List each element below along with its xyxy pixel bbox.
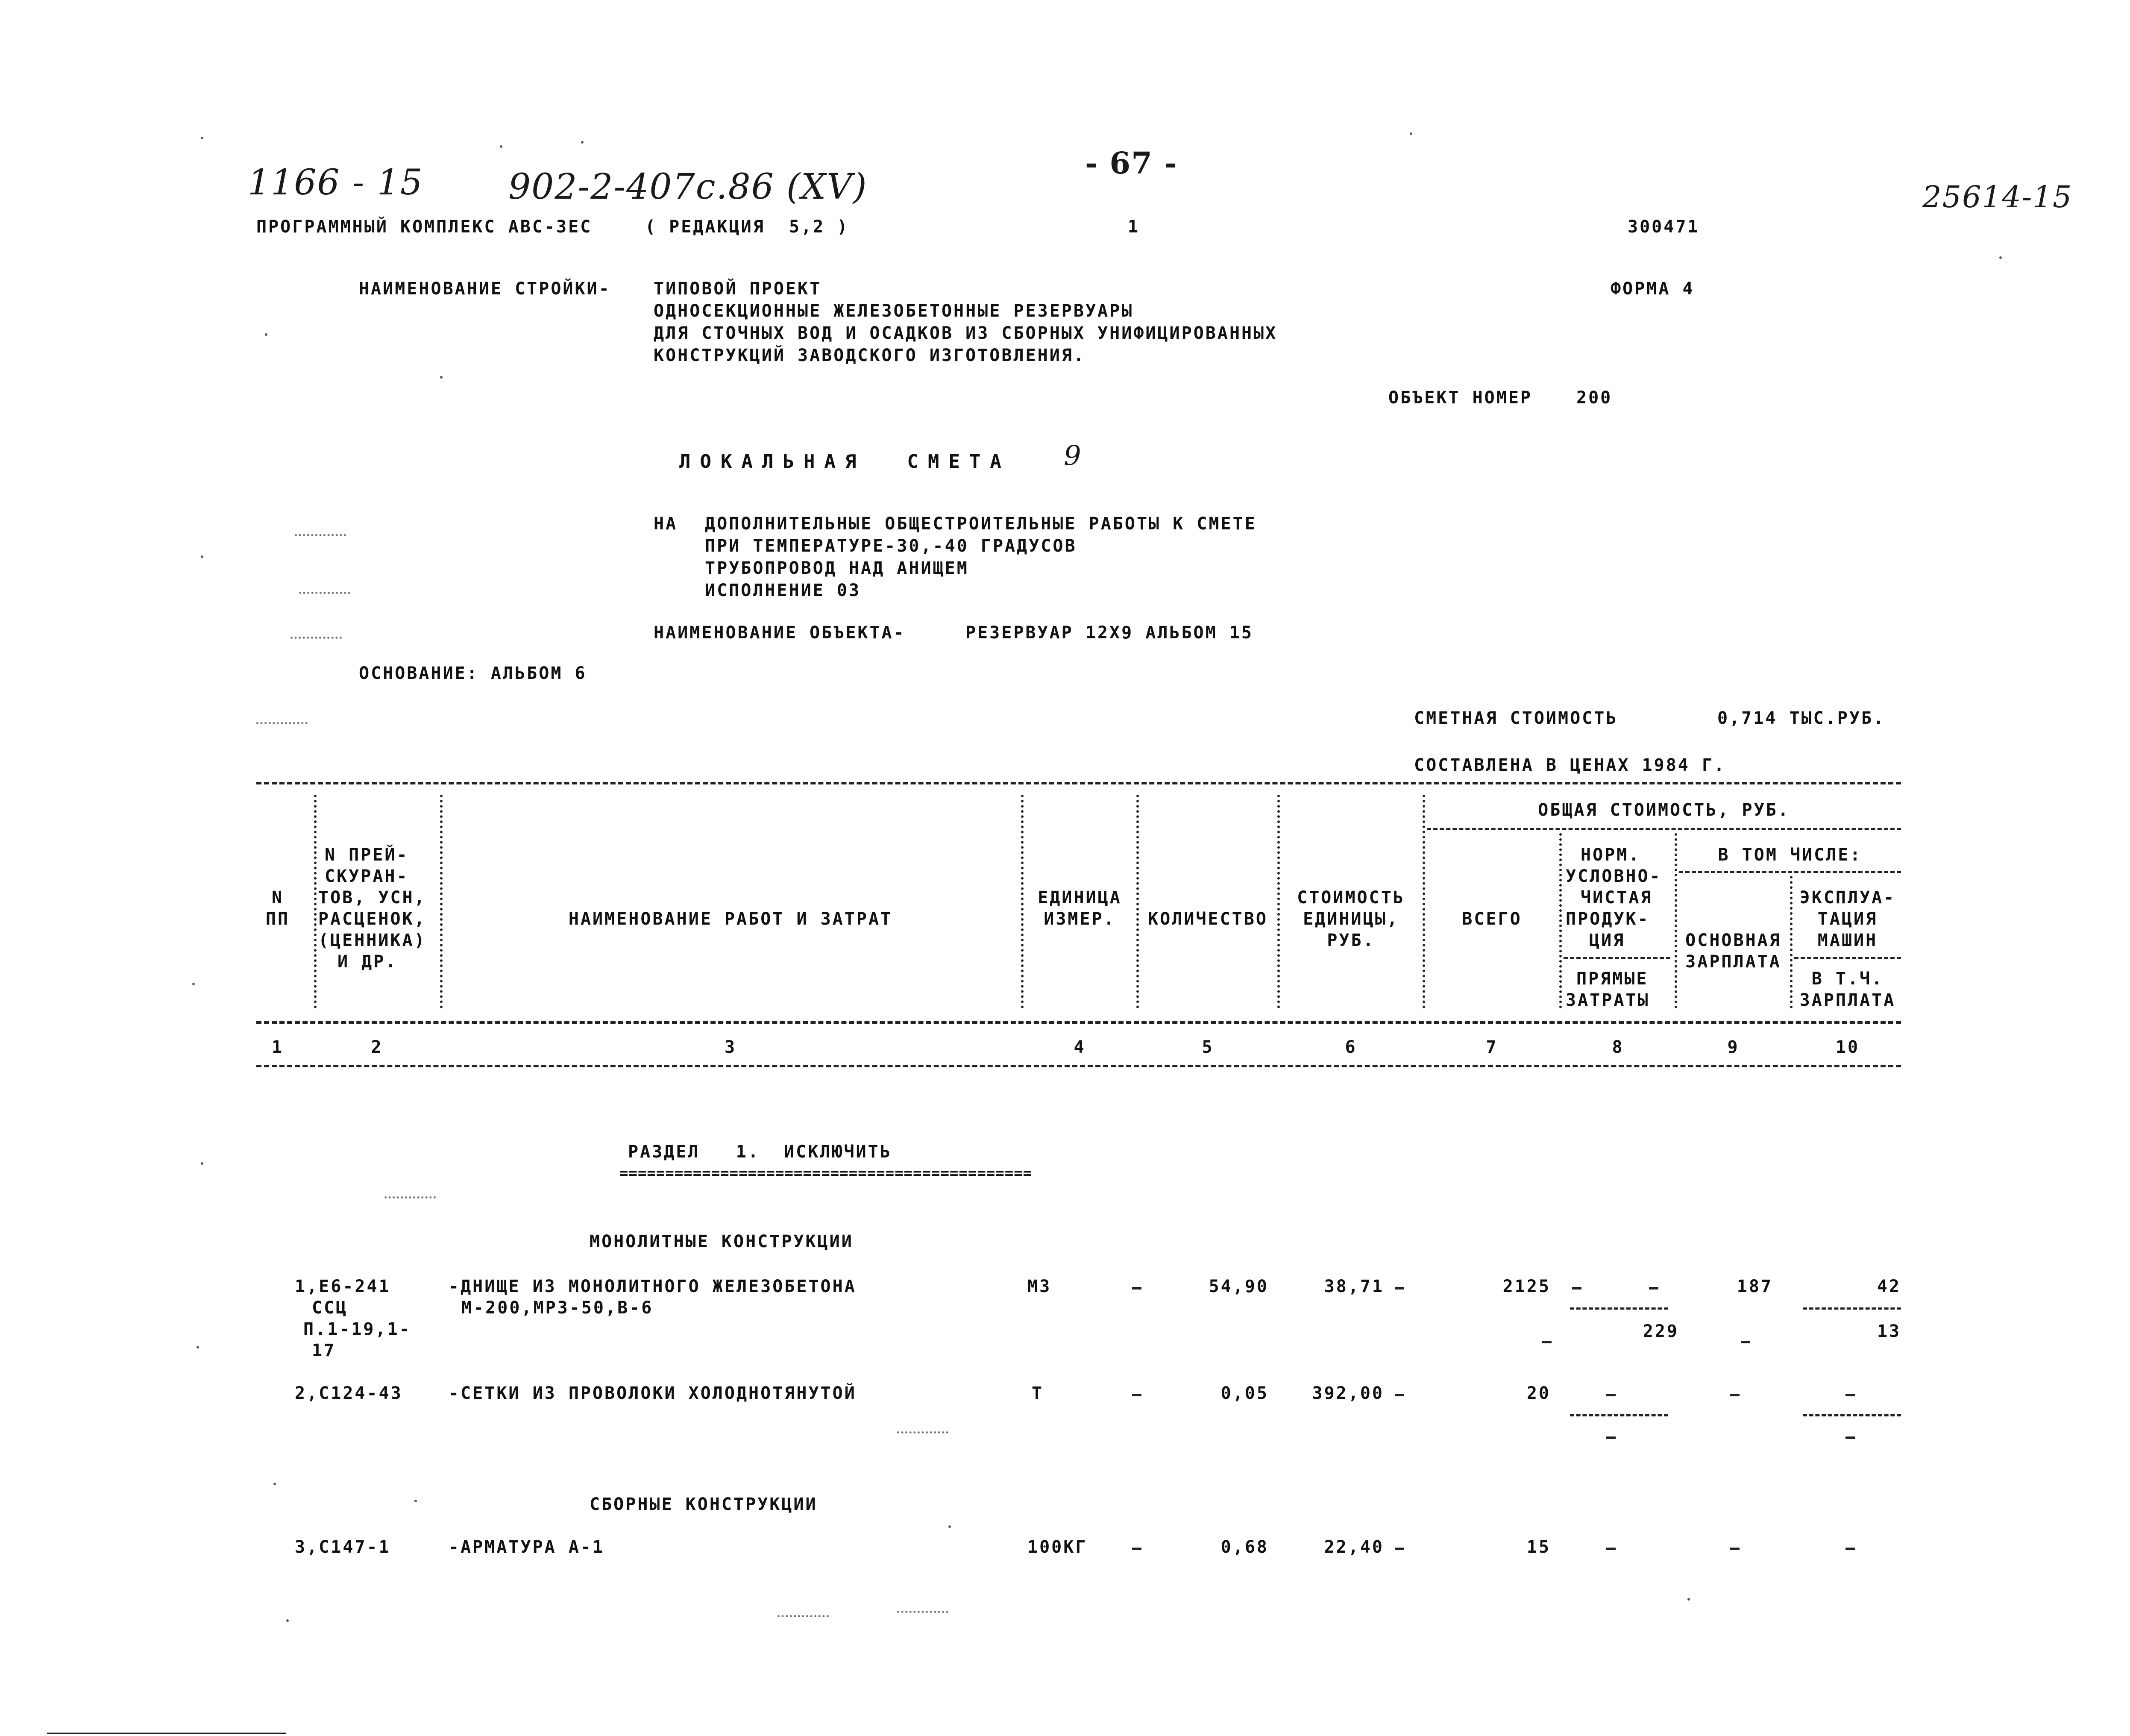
construction-line-1: ТИПОВОЙ ПРОЕКТ [654,279,822,299]
scan-dots [777,1615,829,1617]
row1-price-dash [1395,1287,1404,1290]
row2-unit-dash [1132,1394,1141,1396]
incl-rule [1679,871,1901,873]
col-sep-8 [1675,833,1677,1008]
row1-ref: 1,Е6-241 [295,1277,391,1296]
header-unit-1: ЕДИНИЦА [1038,888,1122,908]
scan-dots [256,722,308,724]
scan-speck [273,1483,276,1485]
row2-mach-sal-dash [1845,1436,1855,1439]
row1-ref-line-2: П.1-19,1- [303,1319,411,1339]
scan-speck [201,137,203,139]
header-no-1: N [271,888,284,908]
program-edition: ( РЕДАКЦИЯ 5,2 ) [645,217,849,237]
object-name: РЕЗЕРВУАР 12Х9 АЛЬБОМ 15 [965,623,1253,643]
row2-quantity: 0,05 [1220,1384,1269,1403]
scan-dots [299,592,350,594]
handwritten-code-left: 1166 - 15 [248,162,423,203]
row2-norm-dash [1606,1394,1616,1396]
purpose-line-4: ИСПОЛНЕНИЕ 03 [705,581,861,600]
header-norm-3: ЧИСТАЯ [1581,888,1653,908]
header-ref-4: РАСЦЕНОК, [318,909,426,929]
row3-norm-dash [1606,1548,1616,1550]
row1-direct-costs: 229 [1643,1322,1679,1341]
header-machines-3: МАШИН [1817,931,1878,950]
row1-mach-rule [1803,1307,1901,1310]
scan-speck [1687,1598,1690,1601]
header-norm-4: ПРОДУК- [1566,909,1650,929]
table-header-rule [256,1021,1901,1024]
row2-norm-rule [1570,1414,1668,1416]
scan-speck [286,1619,289,1622]
sheet-number: 1 [1128,217,1140,237]
row3-mach-dash [1845,1548,1855,1550]
scan-speck [265,333,267,336]
row1-total: 2125 [1502,1277,1551,1296]
construction-label: НАИМЕНОВАНИЕ СТРОЙКИ- [359,279,611,299]
header-ref-3: ТОВ, УСН, [318,888,426,908]
header-basic-2: ЗАРПЛАТА [1685,952,1781,972]
header-ref-5: (ЦЕННИКА) [318,931,426,950]
scan-speck [201,555,203,558]
row2-ref: 2,С124-43 [295,1384,403,1403]
row2-price-dash [1395,1394,1404,1396]
header-norm-2: УСЛОВНО- [1566,867,1662,886]
row3-price: 22,40 [1324,1537,1384,1557]
header-ref-2: СКУРАН- [325,867,409,886]
header-price-3: РУБ. [1327,931,1375,950]
row2-price: 392,00 [1312,1384,1384,1403]
header-unit-2: ИЗМЕР. [1044,909,1116,929]
group-title-monolithic: МОНОЛИТНЫЕ КОНСТРУКЦИИ [590,1232,854,1251]
header-quantity: КОЛИЧЕСТВО [1148,909,1268,929]
document-title: ЛОКАЛЬНАЯ СМЕТА [679,451,1011,473]
basic-rule [1794,957,1901,959]
col-num-6: 6 [1345,1037,1357,1057]
row1-machines: 42 [1877,1277,1901,1296]
scan-speck [500,145,502,148]
row1-total-dash-2 [1542,1341,1552,1343]
col-sep-4 [1136,795,1139,1008]
scan-speck [414,1500,417,1502]
row3-basic-dash [1730,1548,1740,1550]
row1-name-line-2: М-200,МР3-50,В-6 [461,1298,654,1318]
scan-speck [581,141,584,144]
construction-line-4: КОНСТРУКЦИЙ ЗАВОДСКОГО ИЗГОТОВЛЕНИЯ. [654,346,1086,365]
purpose-line-1: ДОПОЛНИТЕЛЬНЫЕ ОБЩЕСТРОИТЕЛЬНЫЕ РАБОТЫ К СМЕТЕ [705,514,1257,534]
col-num-7: 7 [1486,1037,1498,1057]
col-sep-6 [1423,795,1425,1008]
scan-speck [1999,256,2002,259]
header-norm-5: ЦИЯ [1589,931,1625,950]
col-num-10: 10 [1835,1037,1860,1057]
table-numbers-rule [256,1065,1901,1067]
header-total: ВСЕГО [1462,909,1522,929]
scan-dots [290,637,342,639]
scan-speck [192,983,195,985]
header-machine-salary-1: В Т.Ч. [1811,969,1884,989]
handwritten-right-code: 25614-15 [1922,179,2073,214]
row1-unit-dash [1132,1287,1141,1290]
object-number-label: ОБЪЕКТ НОМЕР [1388,388,1532,408]
row1-norm-dash [1572,1287,1581,1290]
scan-speck [440,376,443,379]
row3-unit: 100КГ [1027,1537,1088,1557]
estimated-cost-value: 0,714 ТЫС.РУБ. [1717,708,1886,728]
handwritten-sheet-mark: 9 [1064,440,1082,472]
header-price-2: ЕДИНИЦЫ, [1303,909,1399,929]
header-machines-2: ТАЦИЯ [1817,909,1878,929]
col-num-3: 3 [724,1037,737,1057]
header-including: В ТОМ ЧИСЛЕ: [1718,845,1862,865]
bottom-rule [47,1733,286,1734]
purpose-line-3: ТРУБОПРОВОД НАД АНИЩЕМ [705,558,969,578]
page-number: - 67 - [1085,145,1178,181]
scan-speck [1410,132,1412,135]
header-work-name: НАИМЕНОВАНИЕ РАБОТ И ЗАТРАТ [568,909,893,929]
row1-norm-rule [1570,1307,1668,1310]
header-no-2: ПП [265,909,290,929]
row1-unit: М3 [1027,1277,1052,1296]
header-machine-salary-2: ЗАРПЛАТА [1799,990,1896,1010]
col-num-2: 2 [371,1037,383,1057]
row2-name: -СЕТКИ ИЗ ПРОВОЛОКИ ХОЛОДНОТЯНУТОЙ [449,1384,857,1403]
row3-name: -АРМАТУРА А-1 [449,1537,605,1557]
row3-quantity: 0,68 [1220,1537,1269,1557]
header-price-1: СТОИМОСТЬ [1297,888,1405,908]
header-machines-1: ЭКСПЛУА- [1799,888,1896,908]
total-group-rule [1427,828,1901,830]
header-direct-1: ПРЯМЫЕ [1576,969,1649,989]
header-ref-1: N ПРЕЙ- [325,845,409,865]
row2-total: 20 [1526,1384,1551,1403]
document-code: 300471 [1628,217,1700,237]
row1-price: 38,71 [1324,1277,1384,1296]
col-sep-2 [440,795,443,1008]
row1-basic-salary: 187 [1737,1277,1773,1296]
header-direct-2: ЗАТРАТЫ [1566,990,1650,1010]
row1-quantity: 54,90 [1209,1277,1269,1296]
row3-total: 15 [1526,1537,1551,1557]
row1-machine-salary: 13 [1877,1322,1901,1341]
scan-dots [295,534,346,536]
col-num-4: 4 [1074,1037,1086,1057]
handwritten-project-code: 902-2-407с.86 (XV) [508,167,868,207]
row3-ref: 3,С147-1 [295,1537,391,1557]
header-basic-1: ОСНОВНАЯ [1685,931,1781,950]
row2-mach-dash [1845,1394,1855,1396]
header-norm-1: НОРМ. [1581,845,1641,865]
header-total-group: ОБЩАЯ СТОИМОСТЬ, РУБ. [1538,800,1790,820]
col-num-9: 9 [1727,1037,1740,1057]
section-rule: ============================================= [619,1165,1033,1179]
row2-mach-rule [1803,1414,1901,1416]
row3-price-dash [1395,1548,1404,1550]
scan-dots [897,1611,948,1613]
prices-note: СОСТАВЛЕНА В ЦЕНАХ 1984 Г. [1414,755,1726,775]
scan-speck [201,1162,203,1165]
row2-basic-dash [1730,1394,1740,1396]
row2-direct-dash [1606,1436,1616,1439]
scan-speck [948,1525,951,1528]
row1-ref-line-3: 17 [312,1341,336,1360]
row1-basic-dash-2 [1741,1341,1750,1343]
scan-speck [197,1346,199,1348]
object-name-label: НАИМЕНОВАНИЕ ОБЪЕКТА- [654,623,906,643]
row2-unit: Т [1032,1384,1044,1403]
basis: ОСНОВАНИЕ: АЛЬБОМ 6 [359,664,587,683]
section-title: РАЗДЕЛ 1. ИСКЛЮЧИТЬ [628,1142,892,1162]
scan-dots [897,1431,948,1433]
row3-unit-dash [1132,1548,1141,1550]
table-top-rule [256,782,1901,784]
row1-ref-line-1: ССЦ [312,1298,348,1318]
estimated-cost-label: СМЕТНАЯ СТОИМОСТЬ [1414,708,1618,728]
col-sep-7 [1559,833,1562,1008]
construction-line-3: ДЛЯ СТОЧНЫХ ВОД И ОСАДКОВ ИЗ СБОРНЫХ УНИФИЦИРОВАННЫХ [654,323,1278,343]
col-num-5: 5 [1202,1037,1214,1057]
object-number: 200 [1576,388,1613,408]
purpose-line-2: ПРИ ТЕМПЕРАТУРЕ-30,-40 ГРАДУСОВ [705,536,1077,556]
construction-line-2: ОДНОСЕКЦИОННЫЕ ЖЕЛЕЗОБЕТОННЫЕ РЕЗЕРВУАРЫ [654,301,1134,321]
row1-name: -ДНИЩЕ ИЗ МОНОЛИТНОГО ЖЕЛЕЗОБЕТОНА [449,1277,857,1296]
form-number: ФОРМА 4 [1611,279,1695,299]
col-sep-1 [314,795,317,1008]
header-ref-6: И ДР. [337,952,398,972]
program-name: ПРОГРАММНЫЙ КОМПЛЕКС АВС-ЗЕС [256,217,593,237]
scan-dots [384,1196,436,1198]
col-num-1: 1 [271,1037,284,1057]
direct-rule [1564,957,1670,959]
col-num-8: 8 [1612,1037,1624,1057]
purpose-prefix: НА [654,514,678,534]
row1-norm-dash-2 [1649,1287,1658,1290]
group-title-prefab: СБОРНЫЕ КОНСТРУКЦИИ [590,1495,818,1514]
